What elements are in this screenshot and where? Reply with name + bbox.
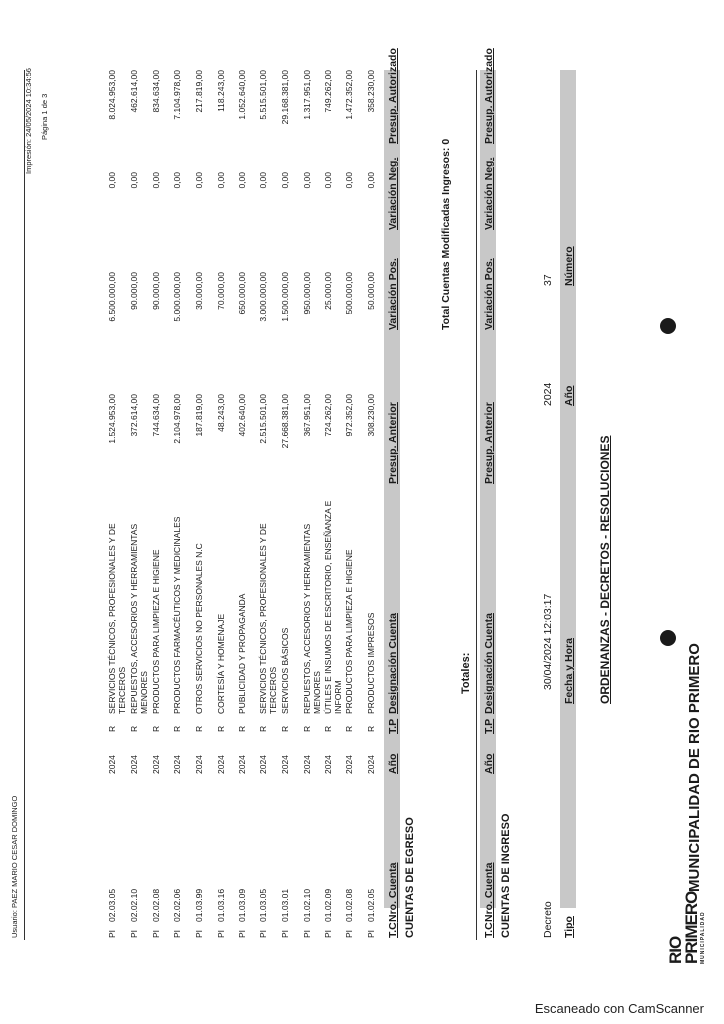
egreso-cell-neg: 0,00 <box>366 172 376 189</box>
egreso-cell-pos: 90.000,00 <box>151 272 161 310</box>
egreso-cell-neg: 0,00 <box>107 172 117 189</box>
egreso-cell-neg: 0,00 <box>237 172 247 189</box>
egreso-cell-tp: R <box>237 725 247 732</box>
egreso-cell-desig: PRODUCTOS PARA LIMPIEZA E HIGIENE <box>151 549 161 714</box>
egreso-cell-neg: 0,00 <box>194 172 204 189</box>
egreso-cell-tc: PI <box>194 929 204 938</box>
footer-usuario: Usuario: PAEZ MARIO CESAR DOMINGO <box>10 795 19 938</box>
ingreso-col-autorizado: Presup. Autorizado <box>483 48 495 144</box>
egreso-cell-neg: 0,00 <box>216 172 226 189</box>
egreso-cell-anterior: 724.262,00 <box>323 394 333 437</box>
egreso-cell-tp: R <box>151 725 161 732</box>
logo-line-municipalidad: MUNICIPALIDAD <box>700 911 706 964</box>
egreso-cell-anterior: 48.243,00 <box>216 394 226 432</box>
ingreso-col-designacion: Designación Cuenta <box>483 613 495 714</box>
egreso-cell-nro: 02.02.10 <box>129 888 139 922</box>
egreso-cell-neg: 0,00 <box>344 172 354 189</box>
egreso-cell-autorizado: 29.168.381,00 <box>280 70 290 125</box>
egreso-cell-anterior: 2.104.978,00 <box>172 394 182 444</box>
egreso-cell-tc: PI <box>107 929 117 938</box>
egreso-cell-nro: 01.03.09 <box>237 888 247 922</box>
egreso-cell-pos: 90.000,00 <box>129 272 139 310</box>
egreso-cell-anio: 2024 <box>129 755 139 774</box>
doc-fecha-value: 30/04/2024 12:03:17 <box>542 593 554 690</box>
ingreso-total-modificadas: Total Cuentas Modificadas Ingresos: 0 <box>440 138 452 330</box>
punch-hole-left <box>660 630 676 646</box>
egreso-cell-anio: 2024 <box>172 755 182 774</box>
egreso-cell-nro: 01.03.01 <box>280 888 290 922</box>
ingreso-col-pos: Variación Pos. <box>483 258 495 330</box>
egreso-cell-anio: 2024 <box>107 755 117 774</box>
col-numero: Número <box>563 246 575 286</box>
egreso-cell-tp: R <box>129 725 139 732</box>
egreso-cell-desig: CORTESÍA Y HOMENAJE <box>216 613 226 714</box>
egreso-cell-tc: PI <box>258 929 268 938</box>
egreso-section-title: CUENTAS DE EGRESO <box>404 817 416 938</box>
egreso-col-anterior: Presup. Anterior <box>387 402 399 484</box>
egreso-cell-autorizado: 462.614,00 <box>129 70 139 113</box>
egreso-cell-tp: R <box>323 725 333 732</box>
org-title: MUNICIPALIDAD DE RIO PRIMERO <box>686 643 703 892</box>
egreso-cell-anio: 2024 <box>302 755 312 774</box>
egreso-cell-anterior: 187.819,00 <box>194 394 204 437</box>
logo-line-primero: PRIMERO <box>682 891 701 964</box>
egreso-cell-neg: 0,00 <box>280 172 290 189</box>
egreso-cell-tc: PI <box>323 929 333 938</box>
egreso-cell-neg: 0,00 <box>172 172 182 189</box>
egreso-cell-desig: SERVICIOS BÁSICOS <box>280 627 290 714</box>
egreso-col-neg: Variación Neg. <box>387 157 399 230</box>
egreso-cell-anio: 2024 <box>344 755 354 774</box>
egreso-cell-tc: PI <box>151 929 161 938</box>
egreso-cell-pos: 950.000,00 <box>302 272 312 315</box>
ingreso-col-tc: T.C <box>483 922 495 938</box>
egreso-cell-anio: 2024 <box>280 755 290 774</box>
egreso-cell-anterior: 308.230,00 <box>366 394 376 437</box>
doc-numero-value: 37 <box>542 274 554 286</box>
egreso-cell-nro: 02.02.06 <box>172 888 182 922</box>
egreso-cell-desig: ÚTILES E INSUMOS DE ESCRITORIO, ENSEÑANZA E INFORM <box>323 500 343 714</box>
egreso-cell-anterior: 2.515.501,00 <box>258 394 268 444</box>
egreso-cell-tp: R <box>194 725 204 732</box>
egreso-cell-pos: 5.000.000,00 <box>172 272 182 322</box>
doc-tipo-value: Decreto <box>542 901 554 938</box>
ingreso-section-title: CUENTAS DE INGRESO <box>500 813 512 938</box>
egreso-cell-nro: 01.02.09 <box>323 888 333 922</box>
egreso-cell-nro: 02.02.08 <box>151 888 161 922</box>
egreso-cell-tc: PI <box>129 929 139 938</box>
ingreso-header-rule <box>476 70 477 940</box>
ingreso-col-neg: Variación Neg. <box>483 157 495 230</box>
egreso-cell-desig: SERVICIOS TÉCNICOS, PROFESIONALES Y DE TERCEROS <box>107 523 127 714</box>
egreso-cell-autorizado: 749.262,00 <box>323 70 333 113</box>
egreso-cell-tc: PI <box>280 929 290 938</box>
egreso-cell-anio: 2024 <box>323 755 333 774</box>
egreso-cell-neg: 0,00 <box>129 172 139 189</box>
egreso-cell-anio: 2024 <box>366 755 376 774</box>
egreso-col-pos: Variación Pos. <box>387 258 399 330</box>
egreso-cell-autorizado: 217.819,00 <box>194 70 204 113</box>
egreso-cell-nro: 02.03.05 <box>107 888 117 922</box>
egreso-cell-tp: R <box>280 725 290 732</box>
egreso-cell-pos: 25.000,00 <box>323 272 333 310</box>
egreso-cell-neg: 0,00 <box>258 172 268 189</box>
col-anio: Año <box>563 385 575 406</box>
egreso-cell-desig: PUBLICIDAD Y PROPAGANDA <box>237 593 247 714</box>
egreso-cell-autorizado: 1.052.640,00 <box>237 70 247 120</box>
egreso-cell-anterior: 372.614,00 <box>129 394 139 437</box>
egreso-col-anio: Año <box>387 753 399 774</box>
egreso-cell-desig: REPUESTOS, ACCESORIOS Y HERRAMIENTAS MENORES <box>302 523 322 714</box>
footer-impresion: Impresión: 24/05/2024 10:34:56 <box>24 68 33 174</box>
egreso-cell-tp: R <box>302 725 312 732</box>
egreso-cell-pos: 50.000,00 <box>366 272 376 310</box>
ingreso-col-tp: T.P <box>483 718 495 734</box>
egreso-col-tp: T.P <box>387 718 399 734</box>
egreso-cell-pos: 650.000,00 <box>237 272 247 315</box>
egreso-cell-desig: SERVICIOS TÉCNICOS, PROFESIONALES Y DE TERCEROS <box>258 523 278 714</box>
egreso-cell-tp: R <box>216 725 226 732</box>
egreso-cell-neg: 0,00 <box>323 172 333 189</box>
egreso-cell-nro: 01.02.10 <box>302 888 312 922</box>
camscanner-watermark: Escaneado con CamScanner <box>534 1001 704 1016</box>
egreso-cell-pos: 6.500.000,00 <box>107 272 117 322</box>
egreso-cell-tc: PI <box>344 929 354 938</box>
doc-anio-value: 2024 <box>542 382 554 406</box>
egreso-cell-nro: 01.02.05 <box>366 888 376 922</box>
egreso-cell-autorizado: 358.230,00 <box>366 70 376 113</box>
egreso-cell-anio: 2024 <box>194 755 204 774</box>
col-fecha-hora: Fecha y Hora <box>563 638 575 704</box>
col-tipo: Tipo <box>563 916 575 938</box>
egreso-cell-desig: PRODUCTOS FARMACÉUTICOS Y MEDICINALES <box>172 516 182 714</box>
egreso-cell-tc: PI <box>302 929 312 938</box>
egreso-cell-tc: PI <box>172 929 182 938</box>
egreso-cell-pos: 1.500.000,00 <box>280 272 290 322</box>
egreso-cell-anterior: 367.951,00 <box>302 394 312 437</box>
egreso-cell-pos: 70.000,00 <box>216 272 226 310</box>
doc-title: ORDENANZAS - DECRETOS - RESOLUCIONES <box>598 435 612 704</box>
egreso-cell-nro: 01.02.08 <box>344 888 354 922</box>
egreso-cell-desig: OTROS SERVICIOS NO PERSONALES N.C <box>194 543 204 714</box>
egreso-cell-tp: R <box>366 725 376 732</box>
egreso-cell-nro: 01.03.16 <box>216 888 226 922</box>
egreso-cell-tc: PI <box>237 929 247 938</box>
egreso-cell-autorizado: 118.243,00 <box>216 70 226 112</box>
egreso-cell-pos: 3.000.000,00 <box>258 272 268 322</box>
egreso-cell-anio: 2024 <box>216 755 226 774</box>
egreso-cell-tc: PI <box>216 929 226 938</box>
egreso-cell-anterior: 402.640,00 <box>237 394 247 437</box>
egreso-cell-anio: 2024 <box>151 755 161 774</box>
egreso-cell-autorizado: 1.472.352,00 <box>344 70 354 120</box>
egreso-cell-anio: 2024 <box>237 755 247 774</box>
egreso-cell-tc: PI <box>366 929 376 938</box>
egreso-cell-tp: R <box>107 725 117 732</box>
egreso-cell-tp: R <box>258 725 268 732</box>
egreso-cell-autorizado: 1.317.951,00 <box>302 70 312 120</box>
egreso-col-nro: Nro. Cuenta <box>387 862 399 922</box>
egreso-cell-desig: PRODUCTOS IMPRESOS <box>366 612 376 714</box>
ingreso-col-anterior: Presup. Anterior <box>483 402 495 484</box>
egreso-cell-desig: PRODUCTOS PARA LIMPIEZA E HIGIENE <box>344 549 354 714</box>
footer-rule <box>24 70 25 940</box>
egreso-cell-autorizado: 7.104.978,00 <box>172 70 182 120</box>
ingreso-col-nro: Nro. Cuenta <box>483 862 495 922</box>
egreso-cell-autorizado: 834.634,00 <box>151 70 161 113</box>
punch-hole-right <box>660 318 676 334</box>
egreso-cell-tp: R <box>344 725 354 732</box>
ingreso-totales-label: Totales: <box>460 652 472 694</box>
egreso-cell-anio: 2024 <box>258 755 268 774</box>
egreso-cell-anterior: 744.634,00 <box>151 394 161 437</box>
egreso-cell-anterior: 27.668.381,00 <box>280 394 290 449</box>
logo-line-rio: RIO <box>666 936 685 964</box>
egreso-cell-neg: 0,00 <box>151 172 161 189</box>
doc-info-header-band <box>560 70 576 908</box>
egreso-cell-autorizado: 5.515.501,00 <box>258 70 268 120</box>
egreso-cell-desig: REPUESTOS, ACCESORIOS Y HERRAMIENTAS MENORES <box>129 523 149 714</box>
egreso-cell-pos: 30.000,00 <box>194 272 204 310</box>
egreso-cell-nro: 01.03.99 <box>194 888 204 922</box>
egreso-col-tc: T.C <box>387 922 399 938</box>
egreso-col-autorizado: Presup. Autorizado <box>387 48 399 144</box>
egreso-cell-anterior: 972.352,00 <box>344 394 354 437</box>
egreso-cell-anterior: 1.524.953,00 <box>107 394 117 444</box>
egreso-cell-nro: 01.03.05 <box>258 888 268 922</box>
logo <box>668 892 707 964</box>
egreso-cell-pos: 500.000,00 <box>344 272 354 315</box>
footer-pagina: Página 1 de 3 <box>40 93 49 140</box>
egreso-cell-autorizado: 8.024.953,00 <box>107 70 117 120</box>
egreso-col-designacion: Designación Cuenta <box>387 613 399 714</box>
egreso-cell-tp: R <box>172 725 182 732</box>
egreso-cell-neg: 0,00 <box>302 172 312 189</box>
ingreso-col-anio: Año <box>483 753 495 774</box>
